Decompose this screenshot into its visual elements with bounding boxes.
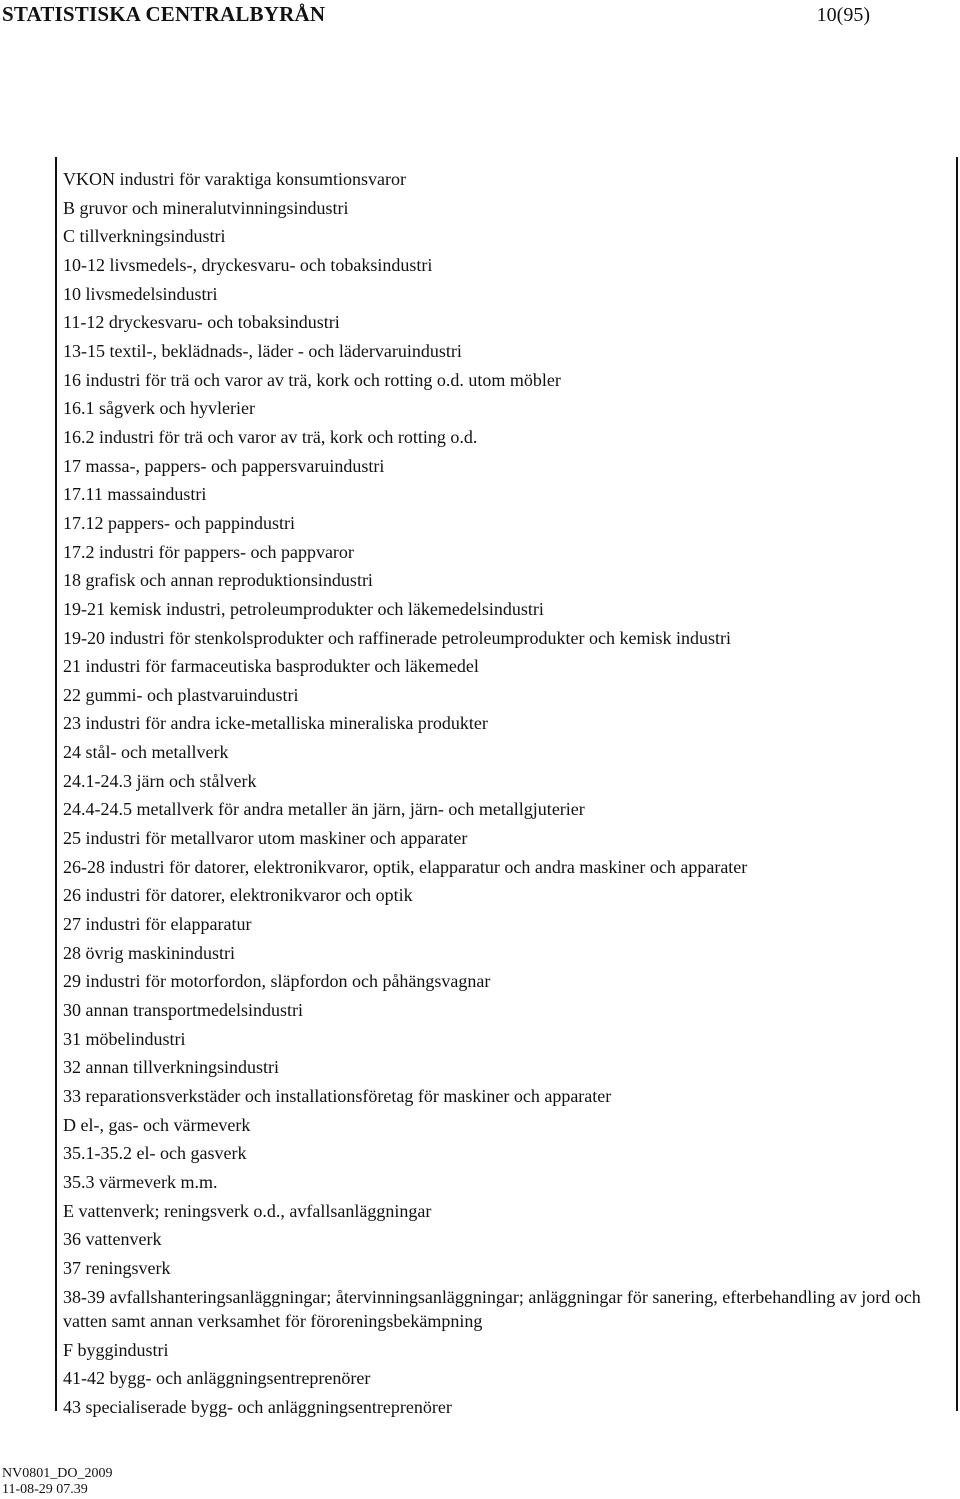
industry-item: 17.12 pappers- och pappindustri [63, 512, 295, 533]
industry-item: 25 industri för metallvaror utom maskiner och apparater [63, 828, 468, 849]
industry-item: 17.2 industri för pappers- och pappvaror [63, 541, 354, 562]
industry-item: B gruvor och mineralutvinningsindustri [63, 197, 349, 218]
industry-item: 17.11 massaindustri [63, 484, 207, 505]
organization-name: STATISTISKA CENTRALBYRÅN [2, 2, 326, 26]
industry-item: 35.1-35.2 el- och gasverk [63, 1143, 247, 1164]
page-number: 10(95) [816, 4, 870, 26]
footer [2, 1466, 112, 1498]
industry-item: 26-28 industri för datorer, elektronikvaror, optik, elapparatur och andra maskiner och apparater [63, 856, 748, 877]
industry-list [63, 165, 943, 1422]
industry-item: D el-, gas- och värmeverk [63, 1114, 251, 1135]
industry-item: 10 livsmedelsindustri [63, 283, 218, 304]
industry-item: F byggindustri [63, 1339, 169, 1360]
industry-item: 23 industri för andra icke-metalliska mineraliska produkter [63, 713, 488, 734]
industry-item: 36 vattenverk [63, 1229, 162, 1250]
industry-item: 19-21 kemisk industri, petroleumprodukter och läkemedelsindustri [63, 598, 544, 619]
industry-item: 19-20 industri för stenkolsprodukter och raffinerade petroleumprodukter och kemisk industri [63, 627, 732, 648]
industry-item: 27 industri för elapparatur [63, 914, 252, 935]
document-id: NV0801_DO_2009 [2, 1466, 113, 1481]
industry-item: 21 industri för farmaceutiska basprodukter och läkemedel [63, 656, 479, 677]
industry-item: C tillverkningsindustri [63, 226, 226, 247]
industry-item: 18 grafisk och annan reproduktionsindustri [63, 570, 373, 591]
industry-item: 11-12 dryckesvaru- och tobaksindustri [63, 312, 340, 333]
footer-timestamp: 11-08-29 07.39 [2, 1482, 88, 1497]
industry-item: 16 industri för trä och varor av trä, kork och rotting o.d. utom möbler [63, 369, 561, 390]
industry-item: 24.4-24.5 metallverk för andra metaller än järn, järn- och metallgjuterier [63, 799, 585, 820]
industry-item: 28 övrig maskinindustri [63, 942, 235, 963]
industry-item: 17 massa-, pappers- och pappersvaruindustri [63, 455, 385, 476]
industry-item: 10-12 livsmedels-, dryckesvaru- och tobaksindustri [63, 254, 433, 275]
industry-item: 41-42 bygg- och anläggningsentreprenörer [63, 1368, 371, 1389]
industry-item: VKON industri för varaktiga konsumtionsvaror [63, 169, 406, 189]
industry-item: 16.1 sågverk och hyvlerier [63, 398, 255, 419]
industry-item: 22 gummi- och plastvaruindustri [63, 684, 299, 705]
industry-item: 43 specialiserade bygg- och anläggningsentreprenörer [63, 1396, 452, 1417]
right-border-rule [956, 157, 958, 1411]
industry-item: 16.2 industri för trä och varor av trä, kork och rotting o.d. [63, 426, 478, 447]
industry-list-box [55, 157, 958, 1417]
industry-item: 38-39 avfallshanteringsanläggningar; återvinningsanläggningar; anläggningar för sanering, efterbehandling av jord och vatten samt annan verksamhet för föroreningsbekämpning [63, 1286, 921, 1331]
industry-item: 13-15 textil-, beklädnads-, läder - och lädervaruindustri [63, 340, 462, 361]
industry-item: 33 reparationsverkstäder och installationsföretag för maskiner och apparater [63, 1086, 612, 1106]
industry-item: 30 annan transportmedelsindustri [63, 1000, 303, 1021]
industry-item: 35.3 värmeverk m.m. [63, 1171, 218, 1192]
left-border-rule [55, 157, 57, 1411]
industry-item: 24.1-24.3 järn och stålverk [63, 770, 257, 791]
industry-item: 29 industri för motorfordon, släpfordon och påhängsvagnar [63, 971, 491, 992]
industry-item: 24 stål- och metallverk [63, 742, 229, 763]
industry-item: 26 industri för datorer, elektronikvaror och optik [63, 885, 413, 906]
industry-item: E vattenverk; reningsverk o.d., avfallsanläggningar [63, 1200, 432, 1221]
industry-item: 31 möbelindustri [63, 1028, 186, 1049]
industry-item: 37 reningsverk [63, 1257, 171, 1278]
industry-item: 32 annan tillverkningsindustri [63, 1057, 279, 1078]
